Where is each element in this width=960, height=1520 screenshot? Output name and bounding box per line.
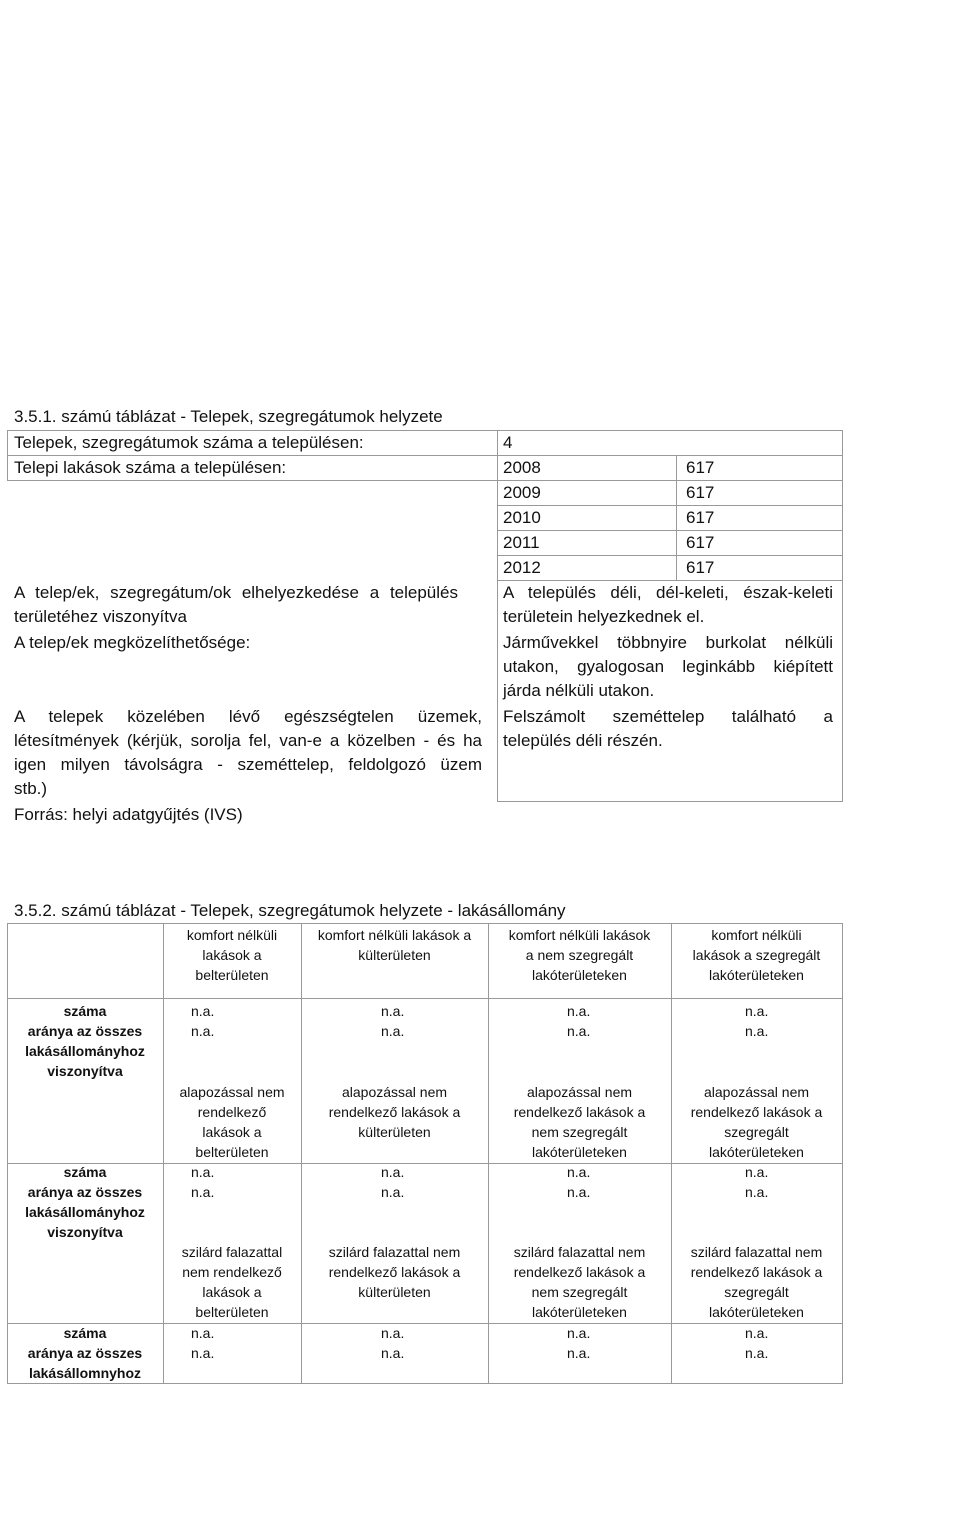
text-line: területein helyezkednek el. [503, 607, 705, 626]
year: 2008 [503, 458, 541, 477]
table-cell: n.a. [191, 1325, 215, 1341]
table-cell: n.a. [381, 1325, 405, 1341]
access-value [503, 631, 833, 703]
column-header [488, 925, 671, 985]
divider [301, 923, 302, 1384]
table-cell: n.a. [567, 1023, 591, 1039]
year-row [503, 555, 717, 580]
text-line: aránya az összes [27, 1345, 143, 1361]
column-header [163, 1082, 301, 1162]
text-line: lakások a [202, 1284, 262, 1300]
table-cell: n.a. [381, 1345, 405, 1361]
text-line: lakások a [202, 1124, 262, 1140]
text-line: alapozással nem [526, 1084, 633, 1100]
column-header [671, 1242, 842, 1322]
table-cell: n.a. [745, 1164, 769, 1180]
source-note: Forrás: helyi adatgyűjtés (IVS) [14, 805, 243, 824]
table-cell: n.a. [567, 1164, 591, 1180]
text-line: Felszámolt szeméttelep található a [503, 707, 833, 726]
column-header [488, 1242, 671, 1322]
text-line: lakóterületeken [532, 1144, 627, 1160]
text-line: nem rendelkező [182, 1264, 282, 1280]
text-line: külterületen [358, 1124, 431, 1140]
year-value: 617 [686, 508, 715, 527]
text-line: területéhez viszonyítva [14, 607, 187, 626]
table-cell: n.a. [381, 1164, 405, 1180]
table-cell: n.a. [191, 1164, 215, 1180]
text-line: stb.) [14, 779, 48, 798]
text-line: komfort nélküli [711, 927, 802, 943]
row-label-ratio [7, 1182, 163, 1242]
text-line: lakóterületeken [709, 1304, 804, 1320]
table-cell: n.a. [191, 1345, 215, 1361]
text-line: szilárd falazattal nem [328, 1244, 461, 1260]
divider [7, 923, 8, 1384]
table-cell: n.a. [567, 1325, 591, 1341]
table-cell: n.a. [381, 1023, 405, 1039]
year-row [503, 455, 717, 480]
text-line: belterületen [195, 967, 269, 983]
table-cell: n.a. [381, 1003, 405, 1019]
divider [7, 923, 843, 924]
text-line: nem szegregált [531, 1284, 628, 1300]
text-line: rendelkező lakások a [690, 1264, 823, 1280]
text-line: rendelkező lakások a [513, 1104, 646, 1120]
text-line: alapozással nem [179, 1084, 285, 1100]
text-line: aránya az összes [27, 1023, 143, 1039]
row-label-count: száma [63, 1164, 107, 1180]
table-cell: n.a. [745, 1003, 769, 1019]
column-header [301, 1242, 488, 1302]
divider [842, 923, 843, 1384]
table-cell: n.a. [567, 1184, 591, 1200]
table-cell: n.a. [567, 1003, 591, 1019]
text-line: viszonyítva [47, 1063, 123, 1079]
text-line: a nem szegregált [525, 947, 634, 963]
table-cell: n.a. [381, 1184, 405, 1200]
text-line: lakásállomnyhoz [28, 1365, 142, 1381]
text-line: alapozással nem [703, 1084, 810, 1100]
text-line: A település déli, dél-keleti, észak-keleti [503, 583, 833, 602]
year-row [503, 480, 717, 505]
text-line: szegregált [724, 1124, 789, 1140]
dwellings-count-label: Telepi lakások száma a településen: [14, 458, 287, 477]
table-cell: n.a. [745, 1345, 769, 1361]
year-value: 617 [686, 458, 715, 477]
year: 2010 [503, 508, 541, 527]
text-line: lakásállományhoz [25, 1043, 145, 1059]
text-line: létesítmények (kérjük, sorolja fel, van-e a közelben - és ha [14, 731, 482, 750]
text-line: utakon, gyalogosan leginkább kiépített [503, 657, 833, 676]
table-cell: n.a. [191, 1184, 215, 1200]
divider [497, 801, 843, 802]
table-cell: n.a. [191, 1003, 215, 1019]
text-line: lakások a szegregált [692, 947, 821, 963]
text-line: lakások a [202, 947, 262, 963]
year-list [503, 455, 717, 580]
text-line: nem szegregált [531, 1124, 628, 1140]
text-line: viszonyítva [47, 1224, 123, 1240]
text-line: rendelkező lakások a [328, 1104, 461, 1120]
text-line: lakóterületeken [709, 1144, 804, 1160]
table-1-caption: 3.5.1. számú táblázat - Telepek, szegregátumok helyzete [14, 407, 443, 426]
column-header [163, 1242, 301, 1322]
text-line: rendelkező lakások a [690, 1104, 823, 1120]
column-header [163, 925, 301, 985]
text-line: lakóterületeken [532, 967, 627, 983]
text-line: szilárd falazattal [181, 1244, 283, 1260]
text-line: rendelkező [197, 1104, 267, 1120]
year-value: 617 [686, 483, 715, 502]
location-label [14, 581, 458, 629]
text-line: komfort nélküli lakások [508, 927, 651, 943]
column-header [488, 1082, 671, 1162]
settlement-count-label: Telepek, szegregátumok száma a településen: [14, 433, 364, 452]
column-header [671, 925, 842, 985]
table-cell: n.a. [745, 1325, 769, 1341]
unhealthy-facilities-label [14, 705, 482, 801]
column-header [671, 1082, 842, 1162]
table-cell: n.a. [745, 1023, 769, 1039]
row-label-count: száma [63, 1325, 107, 1341]
divider [7, 998, 843, 999]
text-line: A telepek közelében lévő egészségtelen üzemek, [14, 707, 482, 726]
divider [497, 430, 498, 802]
text-line: aránya az összes [27, 1184, 143, 1200]
row-label-ratio [7, 1021, 163, 1081]
text-line: járda nélküli utakon. [503, 681, 655, 700]
text-line: Járművekkel többnyire burkolat nélküli [503, 633, 833, 652]
text-line: rendelkező lakások a [328, 1264, 461, 1280]
text-line: település déli részén. [503, 731, 663, 750]
text-line: szilárd falazattal nem [690, 1244, 823, 1260]
unhealthy-facilities-value [503, 705, 833, 753]
text-line: lakóterületeken [532, 1304, 627, 1320]
divider [842, 430, 843, 802]
text-line: alapozással nem [341, 1084, 448, 1100]
access-label: A telep/ek megközelíthetősége: [14, 633, 251, 652]
column-header [301, 1082, 488, 1142]
text-line: komfort nélküli [186, 927, 278, 943]
text-line: komfort nélküli lakások a [317, 927, 472, 943]
table-cell: n.a. [191, 1023, 215, 1039]
row-label-count: száma [63, 1003, 107, 1019]
text-line: A telep/ek, szegregátum/ok elhelyezkedése a település [14, 583, 458, 602]
location-value [503, 581, 833, 629]
column-header [301, 925, 488, 965]
table-cell: n.a. [745, 1184, 769, 1200]
table-cell: n.a. [567, 1345, 591, 1361]
settlement-count-value: 4 [503, 433, 513, 452]
divider [7, 1383, 843, 1384]
text-line: lakóterületeken [709, 967, 804, 983]
text-line: külterületen [358, 1284, 431, 1300]
divider [7, 480, 498, 481]
text-line: belterületen [195, 1304, 269, 1320]
text-line: lakásállományhoz [25, 1204, 145, 1220]
row-label-ratio [7, 1343, 163, 1383]
year: 2012 [503, 558, 541, 577]
year-value: 617 [686, 558, 715, 577]
text-line: belterületen [195, 1144, 269, 1160]
year-value: 617 [686, 533, 715, 552]
text-line: rendelkező lakások a [513, 1264, 646, 1280]
table-2-caption: 3.5.2. számú táblázat - Telepek, szegregátumok helyzete - lakásállomány [14, 901, 566, 920]
text-line: igen milyen távolságra - szeméttelep, feldolgozó üzem [14, 755, 482, 774]
year: 2009 [503, 483, 541, 502]
year: 2011 [503, 533, 540, 552]
year-row [503, 530, 717, 555]
text-line: szilárd falazattal nem [513, 1244, 646, 1260]
text-line: külterületen [358, 947, 431, 963]
year-row [503, 505, 717, 530]
text-line: szegregált [724, 1284, 789, 1300]
